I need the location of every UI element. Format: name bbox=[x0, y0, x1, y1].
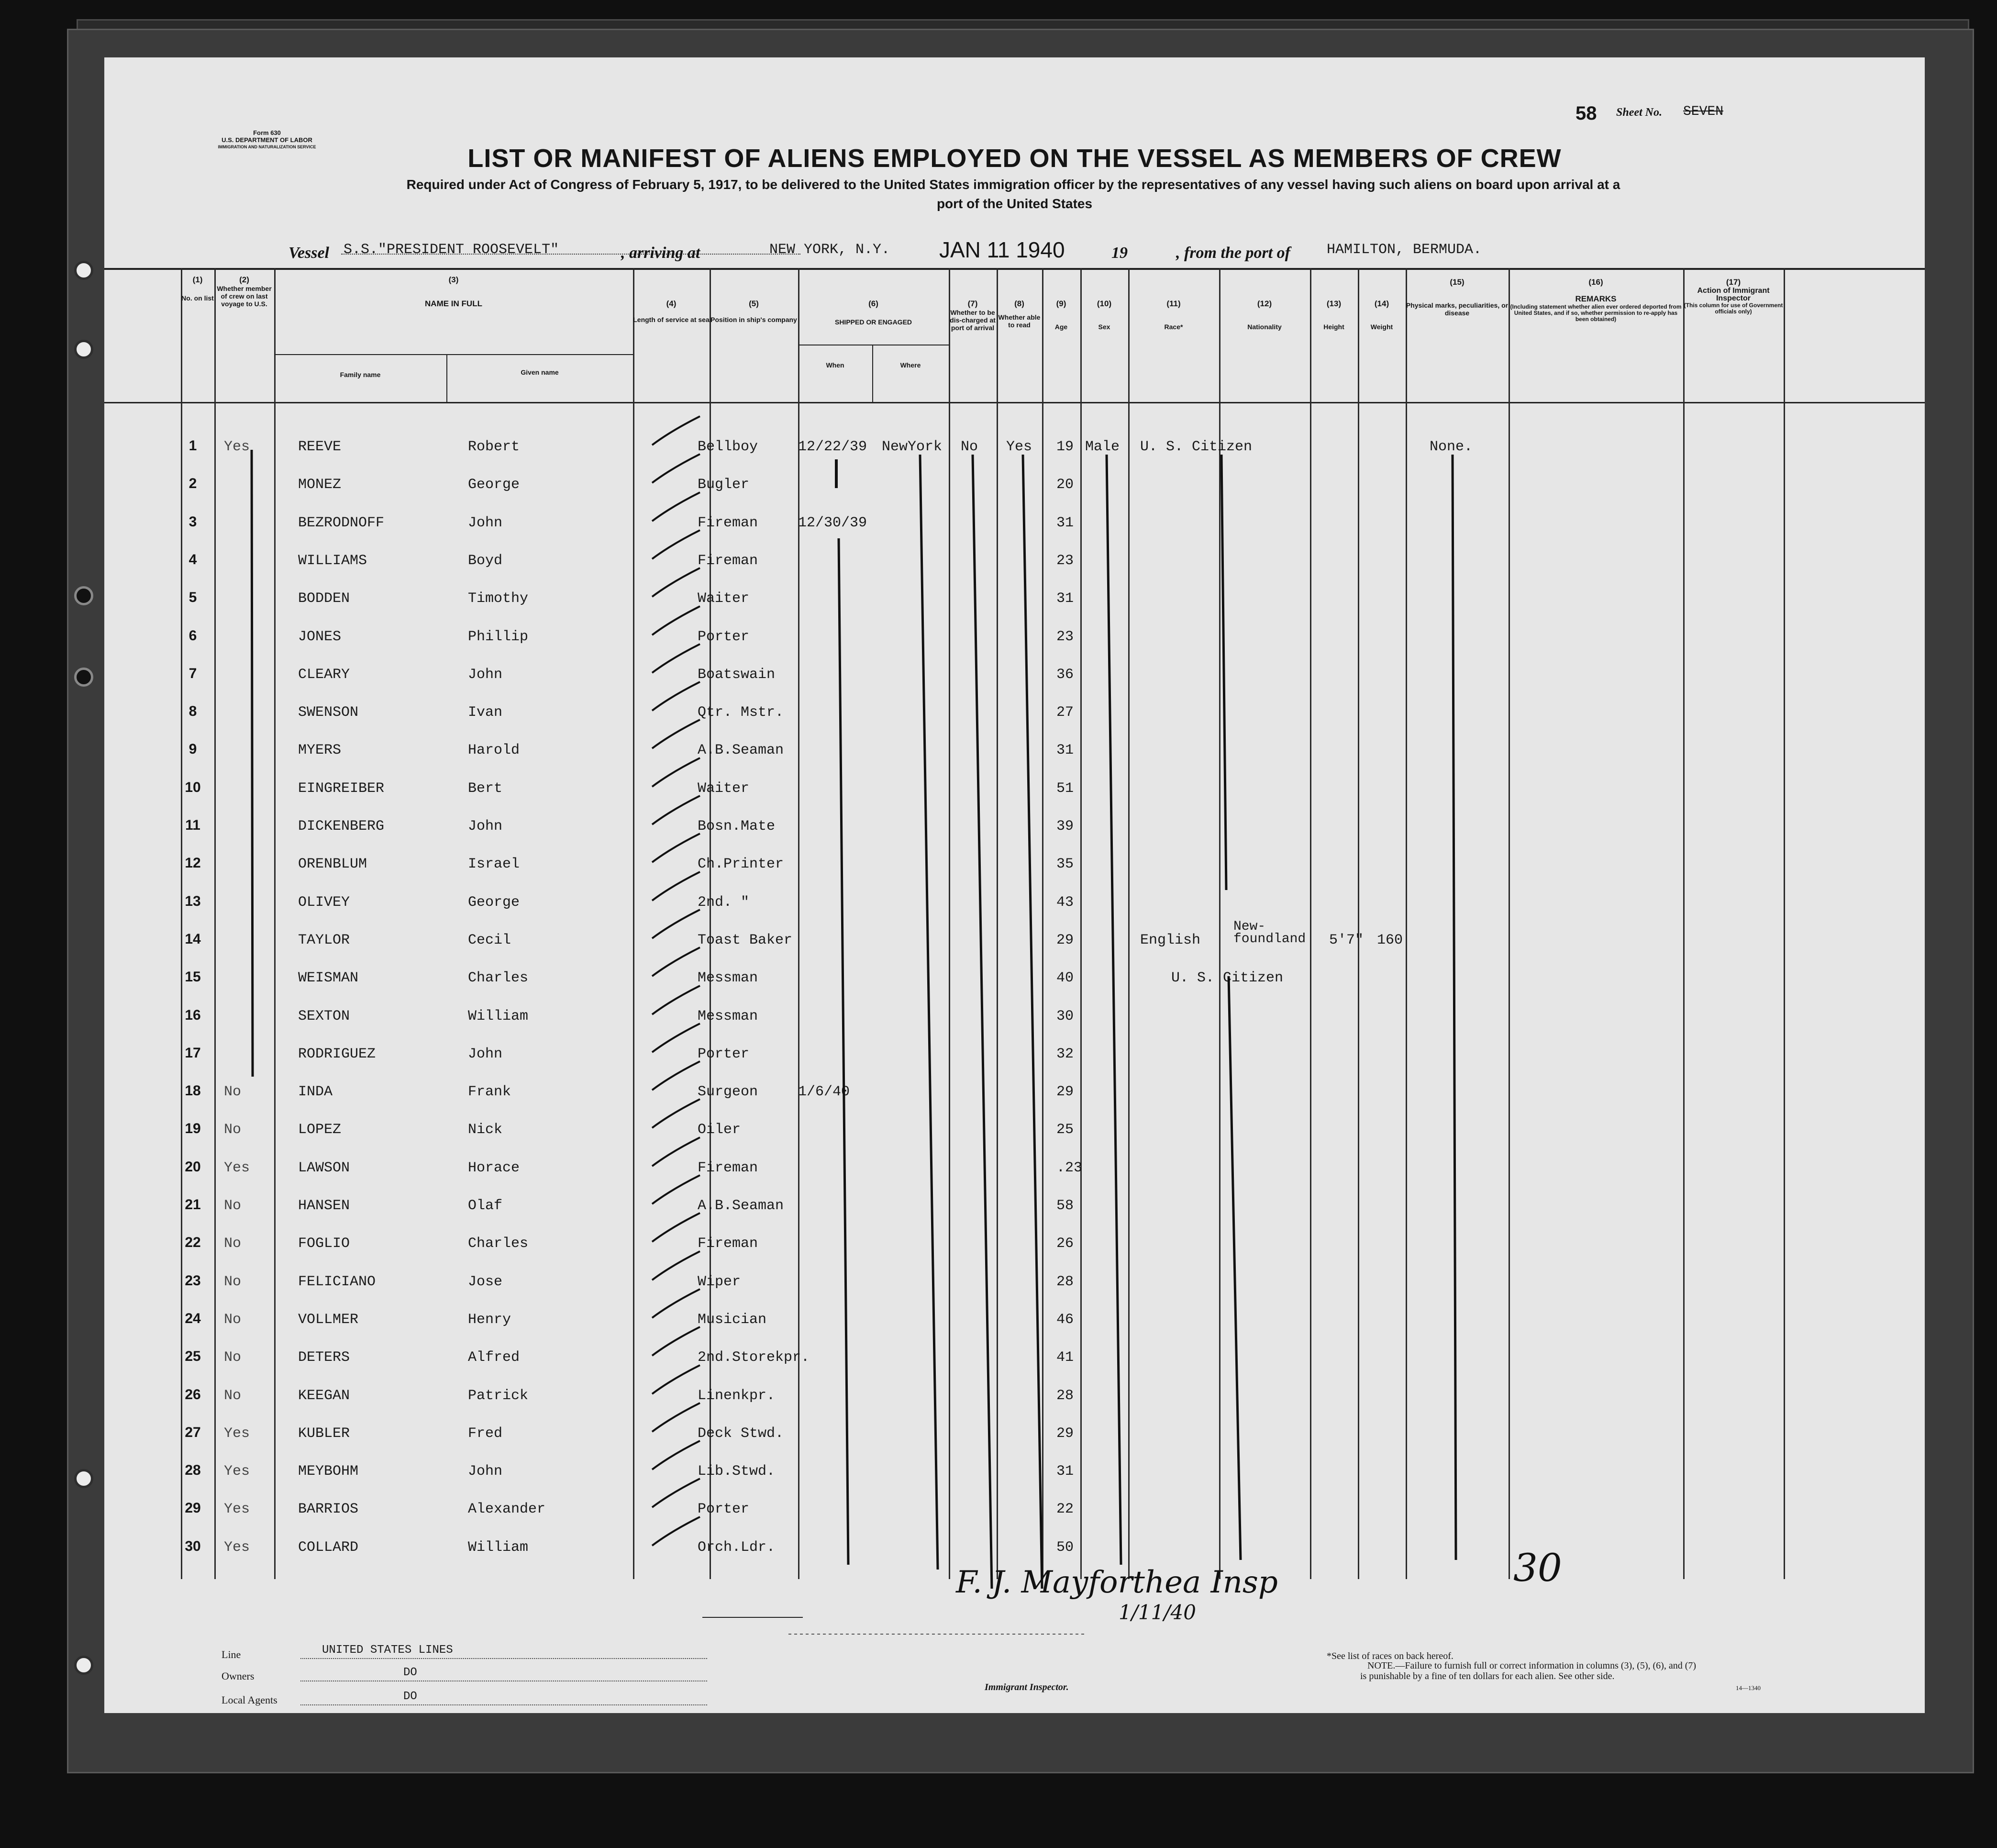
department-name: U.S. DEPARTMENT OF LABOR bbox=[222, 136, 312, 144]
family-name-cell: FELICIANO bbox=[298, 1273, 376, 1290]
row-number: 17 bbox=[185, 1045, 201, 1061]
row-number: 8 bbox=[189, 703, 197, 720]
last-voyage-cell: No bbox=[224, 1311, 242, 1328]
position-cell: Fireman bbox=[698, 1159, 758, 1176]
last-voyage-cell: No bbox=[224, 1387, 242, 1404]
given-name-cell: Alexander bbox=[468, 1501, 546, 1518]
col17-label: Action of Immigrant Inspector bbox=[1697, 287, 1770, 302]
given-name-cell: Cecil bbox=[468, 932, 511, 948]
binder-hole bbox=[74, 1469, 93, 1488]
col16-note: (Including statement whether alien ever ordered deported from United States, and if so, whether permission to re-apply has been obtained) bbox=[1510, 303, 1682, 323]
col17-note: (This column for use of Government officials only) bbox=[1684, 302, 1783, 315]
age-cell: .23 bbox=[1056, 1159, 1083, 1176]
last-voyage-cell: No bbox=[224, 1084, 242, 1101]
last-voyage-cell: Yes bbox=[224, 1501, 250, 1518]
age-cell: 31 bbox=[1056, 742, 1074, 759]
given-name-header: Given name bbox=[521, 368, 559, 376]
able-to-read-cell: Yes bbox=[1006, 439, 1032, 455]
col2-label: Whether member of crew on last voyage to U.S. bbox=[217, 285, 272, 308]
row-number: 1 bbox=[189, 438, 197, 454]
total-count: 30 bbox=[1513, 1546, 1562, 1590]
signature-date: 1/11/40 bbox=[1119, 1601, 1196, 1624]
family-name-cell: CLEARY bbox=[298, 666, 350, 683]
position-cell: A.B.Seaman bbox=[698, 1198, 784, 1214]
position-cell: Messman bbox=[698, 1008, 758, 1024]
position-cell: Waiter bbox=[698, 780, 750, 797]
col10-label: Sex bbox=[1098, 323, 1110, 331]
row-number: 15 bbox=[185, 969, 201, 985]
sheet-label: Sheet No. bbox=[1616, 106, 1662, 119]
vessel-label: Vessel bbox=[288, 244, 329, 262]
position-cell: Porter bbox=[698, 1046, 750, 1062]
ditto-line-race bbox=[1229, 976, 1241, 1560]
given-name-cell: Patrick bbox=[468, 1387, 529, 1404]
position-cell: 2nd.Storekpr. bbox=[698, 1349, 810, 1366]
discharged-cell: No bbox=[961, 439, 978, 455]
age-cell: 19 bbox=[1056, 439, 1074, 455]
col6-number: (6) bbox=[868, 299, 878, 308]
row-number: 25 bbox=[185, 1348, 201, 1365]
row-number: 2 bbox=[189, 476, 197, 492]
family-name-cell: WEISMAN bbox=[298, 970, 359, 987]
family-name-cell: BEZRODNOFF bbox=[298, 514, 385, 531]
position-cell: Bosn.Mate bbox=[698, 818, 776, 835]
age-cell: 39 bbox=[1056, 818, 1074, 835]
weight-cell: 160 bbox=[1377, 932, 1403, 948]
binder-hole bbox=[74, 261, 93, 280]
col16-label: REMARKS bbox=[1575, 294, 1617, 303]
nationality-cell: New-foundland bbox=[1233, 919, 1306, 946]
family-name-cell: DETERS bbox=[298, 1349, 350, 1366]
sheet-value: SEVEN bbox=[1683, 104, 1724, 119]
position-cell: Porter bbox=[698, 1501, 750, 1518]
given-name-cell: Phillip bbox=[468, 628, 529, 645]
binder-hole bbox=[74, 668, 93, 687]
owners-value: DO bbox=[403, 1666, 417, 1679]
position-cell: Bugler bbox=[698, 477, 750, 493]
position-cell: Fireman bbox=[698, 1236, 758, 1252]
family-name-cell: BARRIOS bbox=[298, 1501, 359, 1518]
given-name-cell: Ivan bbox=[468, 704, 503, 721]
family-name-cell: COLLARD bbox=[298, 1539, 359, 1556]
height-cell: 5'7" bbox=[1329, 932, 1364, 948]
family-name-cell: JONES bbox=[298, 628, 342, 645]
col1-label: No. on list bbox=[181, 294, 214, 302]
ditto-line-where bbox=[920, 455, 938, 1570]
col10-number: (10) bbox=[1097, 299, 1112, 308]
row-number: 16 bbox=[185, 1007, 201, 1023]
age-cell: 36 bbox=[1056, 666, 1074, 683]
binder-hole bbox=[74, 340, 93, 359]
age-cell: 29 bbox=[1056, 932, 1074, 948]
position-cell: Toast Baker bbox=[698, 932, 793, 948]
ditto-line-sex bbox=[1107, 455, 1121, 1565]
given-name-cell: Nick bbox=[468, 1122, 503, 1138]
ditto-line-last-voyage bbox=[252, 450, 253, 1077]
col8-label: Whether able to read bbox=[998, 313, 1041, 329]
col9-number: (9) bbox=[1056, 299, 1066, 308]
age-cell: 46 bbox=[1056, 1311, 1074, 1328]
position-cell: Wiper bbox=[698, 1273, 741, 1290]
row-number: 28 bbox=[185, 1462, 201, 1479]
col2-number: (2) bbox=[239, 275, 249, 284]
position-cell: A.B.Seaman bbox=[698, 742, 784, 759]
col15-label: Physical marks, peculiarities, or disease bbox=[1406, 301, 1509, 317]
family-name-cell: MEYBOHM bbox=[298, 1463, 359, 1480]
given-name-cell: Boyd bbox=[468, 552, 503, 569]
row-number: 5 bbox=[189, 590, 197, 606]
family-name-cell: MYERS bbox=[298, 742, 342, 759]
line-underline bbox=[300, 1658, 707, 1659]
footnote-penalty-cont: is punishable by a fine of ten dollars for each alien. See other side. bbox=[1360, 1671, 1615, 1681]
family-name-cell: INDA bbox=[298, 1084, 333, 1101]
given-name-cell: John bbox=[468, 1046, 503, 1062]
shipped-when-cell: 12/30/39 bbox=[798, 514, 867, 531]
row-number: 22 bbox=[185, 1235, 201, 1251]
position-cell: Qtr. Mstr. bbox=[698, 704, 784, 721]
footnote-races: *See list of races on back hereof. bbox=[1327, 1651, 1453, 1661]
family-name-cell: EINGREIBER bbox=[298, 780, 385, 797]
col11-number: (11) bbox=[1166, 299, 1181, 308]
physical-marks-cell: None. bbox=[1430, 439, 1473, 455]
given-name-cell: John bbox=[468, 818, 503, 835]
binder-hole bbox=[74, 586, 93, 605]
given-name-cell: Jose bbox=[468, 1273, 503, 1290]
age-cell: 26 bbox=[1056, 1236, 1074, 1252]
age-cell: 32 bbox=[1056, 1046, 1074, 1062]
given-name-cell: William bbox=[468, 1539, 529, 1556]
position-cell: Orch.Ldr. bbox=[698, 1539, 776, 1556]
family-name-cell: ORENBLUM bbox=[298, 856, 367, 873]
row-number: 24 bbox=[185, 1310, 201, 1326]
age-cell: 41 bbox=[1056, 1349, 1074, 1366]
last-voyage-cell: No bbox=[224, 1349, 242, 1366]
vessel-name: S.S."PRESIDENT ROOSEVELT" bbox=[344, 242, 559, 258]
row-number: 30 bbox=[185, 1538, 201, 1554]
col7-label: Whether to be dis-charged at port of arrival bbox=[950, 309, 996, 332]
subtitle-line2: port of the United States bbox=[936, 196, 1093, 211]
family-name-header: Family name bbox=[340, 371, 381, 379]
col4-number: (4) bbox=[666, 299, 677, 308]
service-name: IMMIGRATION AND NATURALIZATION SERVICE bbox=[218, 145, 316, 149]
row-number: 3 bbox=[189, 513, 197, 530]
age-cell: 22 bbox=[1056, 1501, 1074, 1518]
age-cell: 23 bbox=[1056, 552, 1074, 569]
col17-number: (17) bbox=[1726, 278, 1741, 287]
arriving-label: , arriving at bbox=[621, 244, 700, 262]
col16-number: (16) bbox=[1588, 278, 1603, 287]
col14-number: (14) bbox=[1374, 299, 1389, 308]
col11-label: Race* bbox=[1164, 323, 1183, 331]
col5-label: Position in ship's company bbox=[710, 316, 797, 323]
family-name-cell: REEVE bbox=[298, 439, 342, 455]
shipped-when-cell: 1/6/40 bbox=[798, 1084, 850, 1101]
year-prefix: 19 bbox=[1111, 244, 1128, 262]
row-number: 26 bbox=[185, 1386, 201, 1403]
age-cell: 58 bbox=[1056, 1198, 1074, 1214]
row-number: 20 bbox=[185, 1158, 201, 1175]
ditto-line-read bbox=[1023, 455, 1042, 1589]
row-number: 11 bbox=[185, 817, 200, 833]
col5-number: (5) bbox=[749, 299, 759, 308]
inspector-label: Immigrant Inspector. bbox=[985, 1682, 1069, 1692]
given-name-cell: Robert bbox=[468, 439, 520, 455]
age-cell: 43 bbox=[1056, 894, 1074, 911]
position-cell: Linenkpr. bbox=[698, 1387, 776, 1404]
age-cell: 51 bbox=[1056, 780, 1074, 797]
position-cell: Messman bbox=[698, 970, 758, 987]
last-voyage-cell: Yes bbox=[224, 1539, 250, 1556]
sex-cell: Male bbox=[1085, 439, 1120, 455]
family-name-cell: VOLLMER bbox=[298, 1311, 359, 1328]
family-name-cell: LAWSON bbox=[298, 1159, 350, 1176]
family-name-cell: SEXTON bbox=[298, 1008, 350, 1024]
shipped-where-cell: NewYork bbox=[882, 439, 943, 455]
row-number: 18 bbox=[185, 1083, 201, 1099]
age-cell: 31 bbox=[1056, 514, 1074, 531]
family-name-cell: KUBLER bbox=[298, 1425, 350, 1442]
given-name-cell: Charles bbox=[468, 1236, 529, 1252]
ditto-line-discharged bbox=[973, 455, 992, 1589]
family-name-cell: RODRIGUEZ bbox=[298, 1046, 376, 1062]
family-name-cell: OLIVEY bbox=[298, 894, 350, 911]
from-port-label: , from the port of bbox=[1176, 244, 1290, 262]
col4-label: Length of service at sea bbox=[633, 316, 710, 323]
row-number: 6 bbox=[189, 627, 197, 644]
form-number: Form 630 bbox=[253, 129, 281, 136]
age-cell: 28 bbox=[1056, 1387, 1074, 1404]
row-number: 23 bbox=[185, 1272, 201, 1289]
col12-label: Nationality bbox=[1247, 323, 1282, 331]
col15-number: (15) bbox=[1450, 278, 1464, 287]
page-title: LIST OR MANIFEST OF ALIENS EMPLOYED ON THE VESSEL AS MEMBERS OF CREW bbox=[467, 144, 1562, 173]
date-stamp: JAN 11 1940 bbox=[939, 237, 1065, 262]
age-cell: 29 bbox=[1056, 1084, 1074, 1101]
given-name-cell: George bbox=[468, 894, 520, 911]
given-name-cell: Timothy bbox=[468, 590, 529, 607]
position-cell: Boatswain bbox=[698, 666, 776, 683]
position-cell: 2nd. " bbox=[698, 894, 750, 911]
age-cell: 31 bbox=[1056, 590, 1074, 607]
where-header: Where bbox=[900, 361, 921, 369]
position-cell: Ch.Printer bbox=[698, 856, 784, 873]
given-name-cell: Frank bbox=[468, 1084, 511, 1101]
given-name-cell: George bbox=[468, 477, 520, 493]
given-name-cell: Henry bbox=[468, 1311, 511, 1328]
given-name-cell: John bbox=[468, 1463, 503, 1480]
col9-label: Age bbox=[1054, 323, 1068, 331]
manifest-sheet bbox=[104, 57, 1925, 1713]
owners-label: Owners bbox=[222, 1670, 255, 1682]
age-cell: 27 bbox=[1056, 704, 1074, 721]
footnote-penalty: NOTE.—Failure to furnish full or correct information in columns (3), (5), (6), and (7) bbox=[1367, 1660, 1697, 1671]
row-number: 21 bbox=[185, 1197, 201, 1213]
last-voyage-cell: No bbox=[224, 1122, 242, 1138]
age-cell: 28 bbox=[1056, 1273, 1074, 1290]
ditto-line-when bbox=[839, 538, 848, 1565]
ditto-marks bbox=[104, 57, 1925, 1713]
family-name-cell: WILLIAMS bbox=[298, 552, 367, 569]
given-name-cell: William bbox=[468, 1008, 529, 1024]
shipped-when-cell: 12/22/39 bbox=[798, 439, 867, 455]
row-number: 10 bbox=[185, 779, 201, 795]
given-name-cell: John bbox=[468, 666, 503, 683]
age-cell: 25 bbox=[1056, 1122, 1074, 1138]
last-voyage-cell: No bbox=[224, 1236, 242, 1252]
last-voyage-cell: Yes bbox=[224, 1425, 250, 1442]
last-voyage-cell: Yes bbox=[224, 439, 250, 455]
col1-number: (1) bbox=[192, 275, 203, 284]
last-voyage-cell: Yes bbox=[224, 1463, 250, 1480]
age-cell: 30 bbox=[1056, 1008, 1074, 1024]
col13-number: (13) bbox=[1326, 299, 1342, 308]
given-name-cell: Israel bbox=[468, 856, 520, 873]
family-name-cell: MONEZ bbox=[298, 477, 342, 493]
col3-label: NAME IN FULL bbox=[425, 299, 482, 308]
given-name-cell: Horace bbox=[468, 1159, 520, 1176]
last-voyage-cell: No bbox=[224, 1198, 242, 1214]
family-name-cell: DICKENBERG bbox=[298, 818, 385, 835]
ditto-line-marks bbox=[1453, 455, 1456, 1560]
given-name-cell: Charles bbox=[468, 970, 529, 987]
line-label: Line bbox=[222, 1648, 241, 1660]
age-cell: 23 bbox=[1056, 628, 1074, 645]
col3-number: (3) bbox=[448, 275, 459, 284]
position-cell: Lib.Stwd. bbox=[698, 1463, 776, 1480]
given-name-cell: Harold bbox=[468, 742, 520, 759]
family-name-cell: FOGLIO bbox=[298, 1236, 350, 1252]
row-number: 19 bbox=[185, 1121, 201, 1137]
page-number: 58 bbox=[1575, 103, 1597, 124]
age-cell: 35 bbox=[1056, 856, 1074, 873]
position-cell: Oiler bbox=[698, 1122, 741, 1138]
ditto-line-race bbox=[1221, 455, 1226, 890]
position-cell: Fireman bbox=[698, 514, 758, 531]
row-number: 29 bbox=[185, 1500, 201, 1516]
position-cell: Waiter bbox=[698, 590, 750, 607]
agents-label: Local Agents bbox=[222, 1694, 277, 1706]
row-number: 12 bbox=[185, 855, 201, 871]
position-cell: Bellboy bbox=[698, 439, 758, 455]
race-cell: U. S. Citizen bbox=[1171, 970, 1284, 987]
row-number: 27 bbox=[185, 1424, 201, 1440]
col13-label: Height bbox=[1323, 323, 1344, 331]
given-name-cell: Alfred bbox=[468, 1349, 520, 1366]
col12-number: (12) bbox=[1257, 299, 1272, 308]
family-name-cell: KEEGAN bbox=[298, 1387, 350, 1404]
age-cell: 31 bbox=[1056, 1463, 1074, 1480]
given-name-cell: Bert bbox=[468, 780, 503, 797]
inspector-signature: F. J. Mayforthea Insp bbox=[956, 1565, 1278, 1600]
arriving-port: NEW YORK, N.Y. bbox=[769, 242, 890, 258]
race-cell: U. S. Citizen bbox=[1140, 439, 1253, 455]
age-cell: 29 bbox=[1056, 1425, 1074, 1442]
form-code: 14—1340 bbox=[1736, 1684, 1761, 1692]
position-cell: Musician bbox=[698, 1311, 767, 1328]
last-voyage-cell: Yes bbox=[224, 1159, 250, 1176]
race-cell: English bbox=[1140, 932, 1201, 948]
from-port: HAMILTON, BERMUDA. bbox=[1327, 242, 1482, 258]
when-header: When bbox=[826, 361, 844, 369]
row-number: 7 bbox=[189, 665, 197, 681]
given-name-cell: John bbox=[468, 514, 503, 531]
col7-number: (7) bbox=[967, 299, 978, 308]
col6-label: SHIPPED OR ENGAGED bbox=[834, 318, 912, 326]
col14-label: Weight bbox=[1370, 323, 1393, 331]
position-cell: Deck Stwd. bbox=[698, 1425, 784, 1442]
agents-underline bbox=[300, 1704, 707, 1705]
position-cell: Fireman bbox=[698, 552, 758, 569]
position-cell: Porter bbox=[698, 628, 750, 645]
family-name-cell: LOPEZ bbox=[298, 1122, 342, 1138]
family-name-cell: TAYLOR bbox=[298, 932, 350, 948]
row-number: 9 bbox=[189, 741, 197, 757]
binder-hole bbox=[74, 1656, 93, 1675]
row-number: 4 bbox=[189, 551, 197, 568]
family-name-cell: SWENSON bbox=[298, 704, 359, 721]
last-voyage-cell: No bbox=[224, 1273, 242, 1290]
subtitle-line1: Required under Act of Congress of February 5, 1917, to be delivered to the United States immigration officer by the representatives of any vessel having such aliens on board upon arrival at a bbox=[406, 177, 1620, 192]
col8-number: (8) bbox=[1014, 299, 1024, 308]
family-name-cell: BODDEN bbox=[298, 590, 350, 607]
line-value: UNITED STATES LINES bbox=[322, 1644, 453, 1657]
given-name-cell: Fred bbox=[468, 1425, 503, 1442]
age-cell: 50 bbox=[1056, 1539, 1074, 1556]
age-cell: 40 bbox=[1056, 970, 1074, 987]
row-number: 14 bbox=[185, 931, 201, 947]
agents-value: DO bbox=[403, 1690, 417, 1703]
position-cell: Surgeon bbox=[698, 1084, 758, 1101]
age-cell: 20 bbox=[1056, 477, 1074, 493]
family-name-cell: HANSEN bbox=[298, 1198, 350, 1214]
row-number: 13 bbox=[185, 893, 201, 909]
given-name-cell: Olaf bbox=[468, 1198, 503, 1214]
